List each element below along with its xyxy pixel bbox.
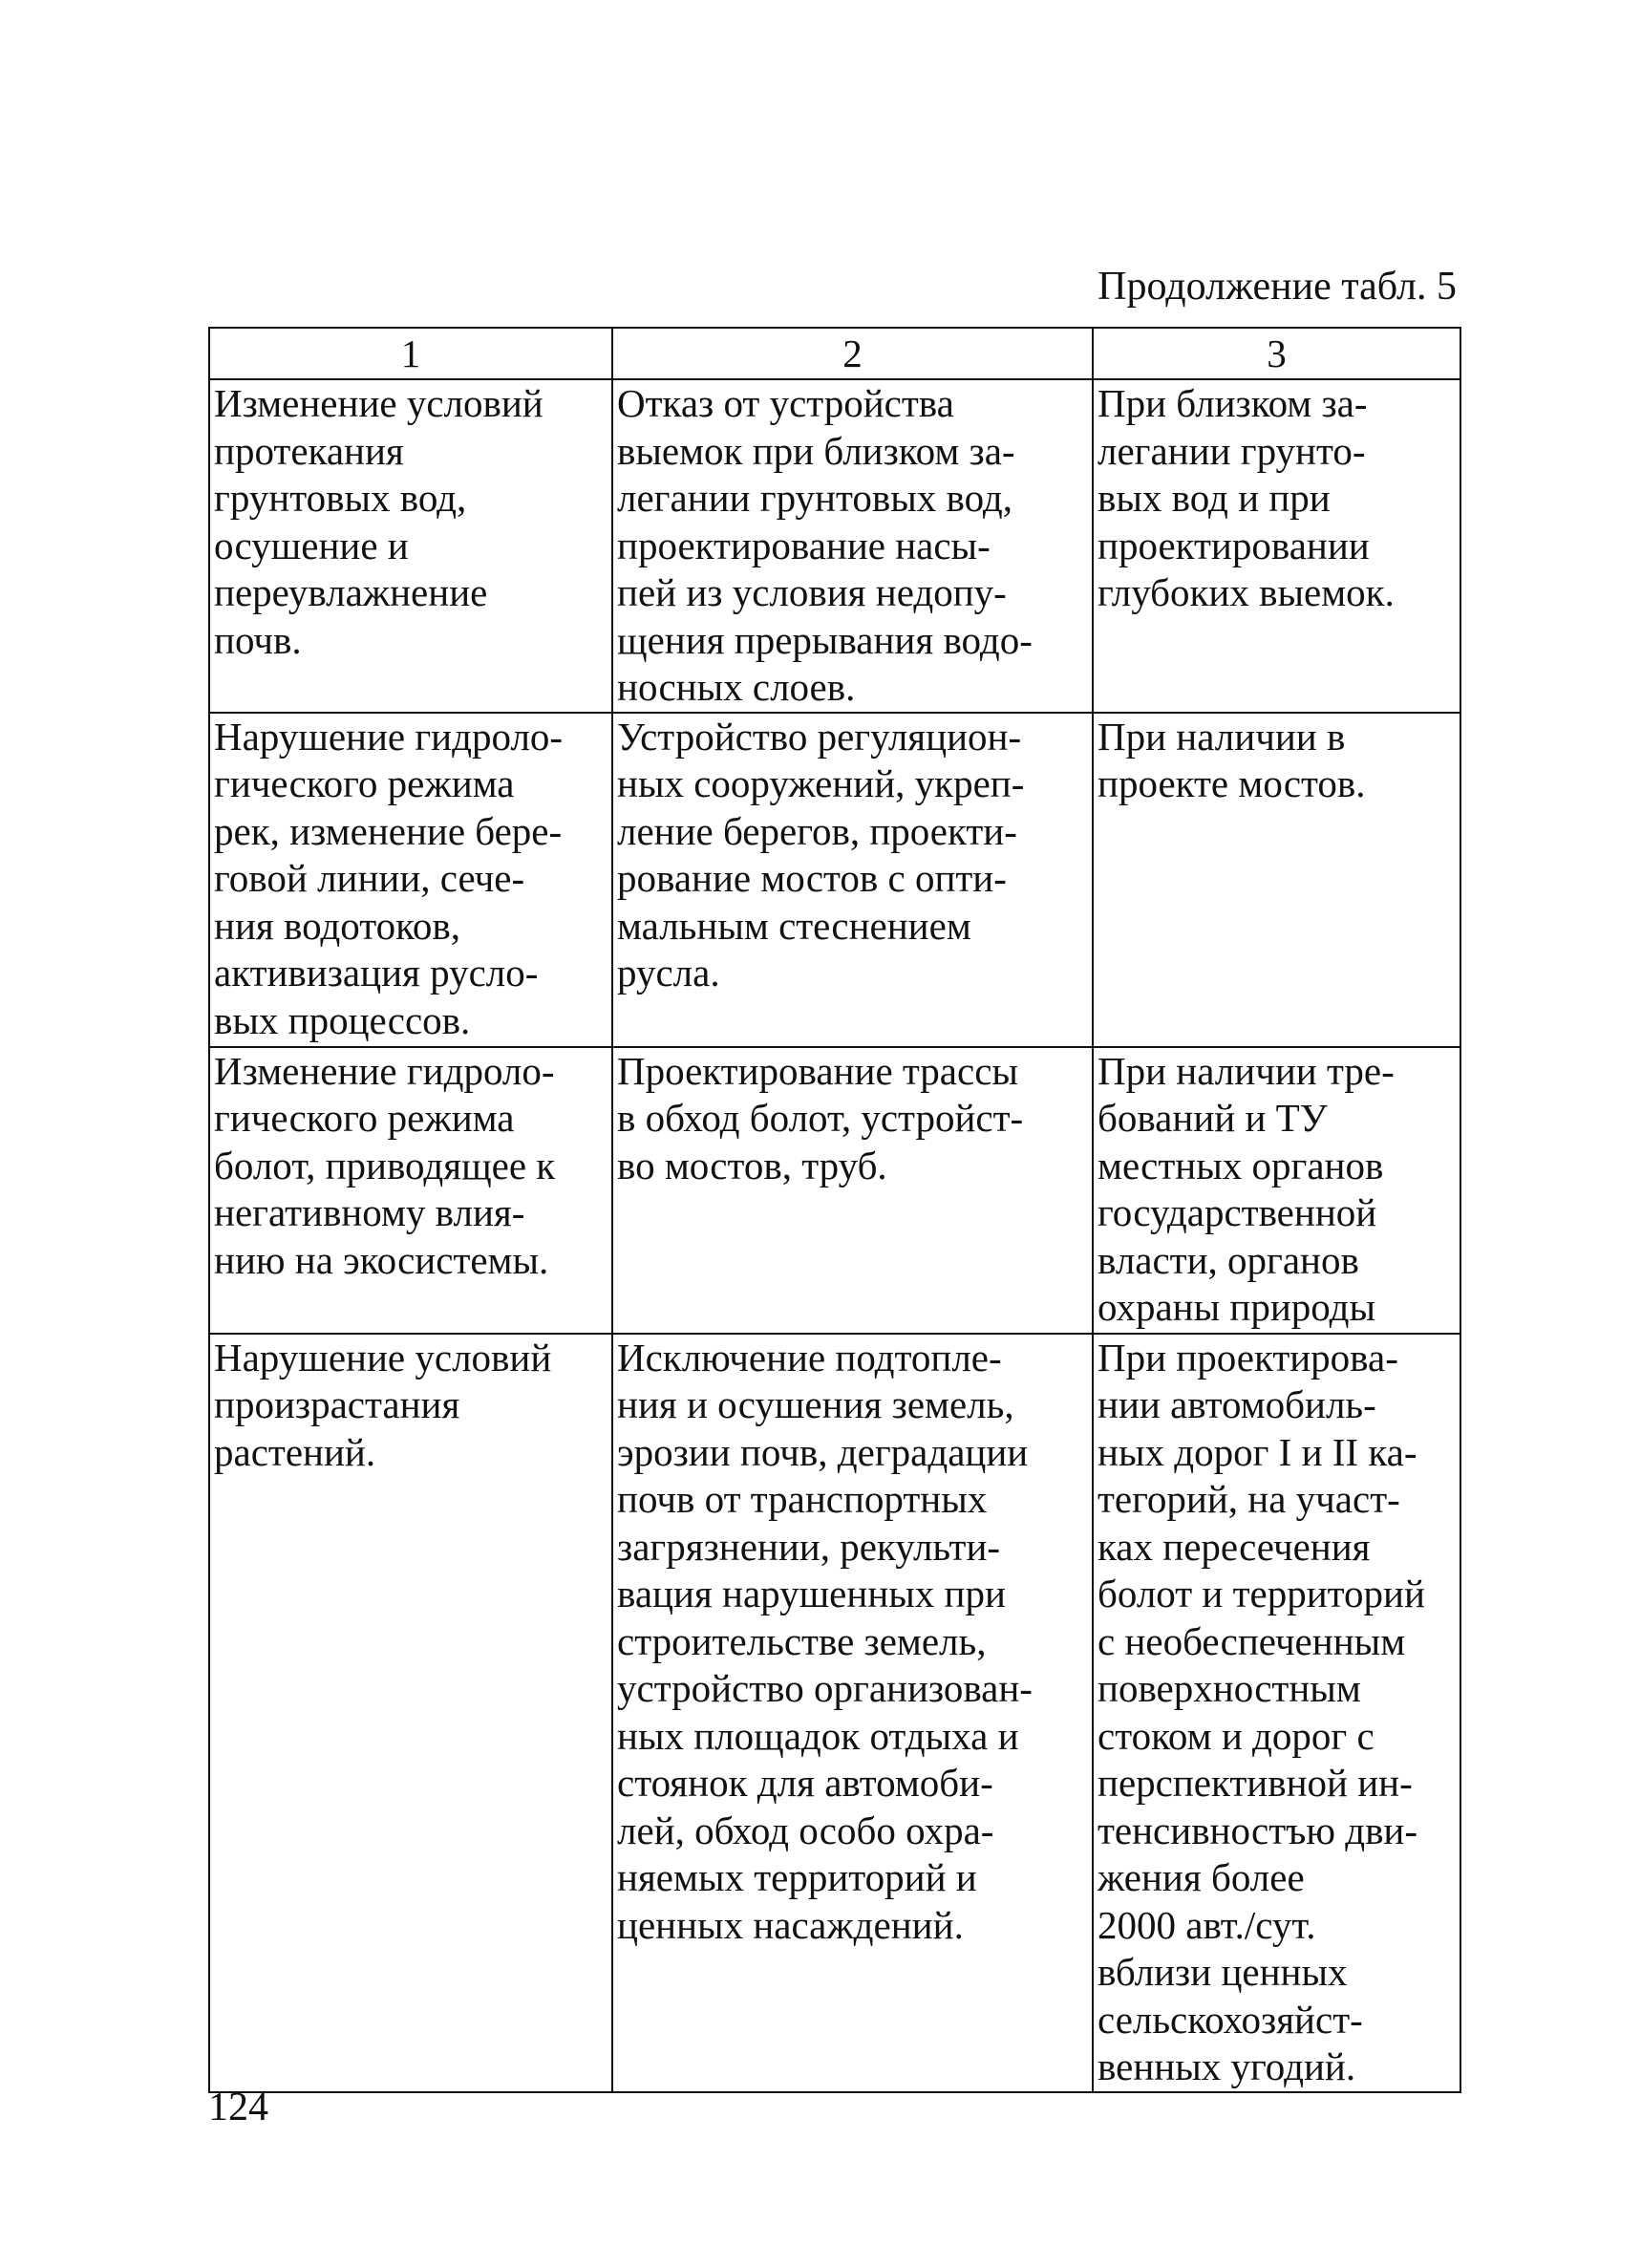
table-cell — [612, 1047, 1093, 1334]
column-header-3: 3 — [1093, 328, 1460, 379]
column-header-2: 2 — [612, 328, 1093, 379]
cell-text: При наличии в проекте мостов. — [1098, 714, 1366, 805]
column-header-1: 1 — [209, 328, 612, 379]
table-cell — [1093, 713, 1460, 1047]
table-row — [209, 1334, 1460, 2092]
cell-text: Проектирование трассы в обход болот, устройст- во мостов, труб. — [617, 1048, 1024, 1187]
table-cell — [612, 379, 1093, 713]
table-cell — [209, 1334, 612, 2092]
table-cell — [612, 1334, 1093, 2092]
cell-text: Отказ от устройства выемок при близком за- легании грунтовых вод, проектирование насы- пей из условия недопу- щения прерывания водо- носных слоев. — [617, 381, 1033, 709]
cell-text: Исключение подтопле- ния и осушения земель, эрозии почв, деградации почв от транспортных загрязнении, рекульти- вация нарушенных при строительстве земель, устройство организован- ных площадок отдыха и стоянок для автомоби- лей, обход особо охра- няемых территорий и ценных насаждений. — [617, 1335, 1033, 1947]
table-header-row — [209, 328, 1460, 379]
table-cell — [209, 379, 612, 713]
table-row — [209, 1047, 1460, 1334]
cell-text: Нарушение условий произрастания растений. — [214, 1335, 552, 1474]
data-table — [208, 327, 1461, 2093]
table-cell — [1093, 1334, 1460, 2092]
cell-text: При близком за- легании грунто- вых вод и при проектировании глубоких выемок. — [1098, 381, 1395, 614]
table-cell — [209, 1047, 612, 1334]
table-caption: Продолжение табл. 5 — [1098, 265, 1457, 309]
page-number: 124 — [208, 2086, 268, 2129]
table-cell — [209, 713, 612, 1047]
table-row — [209, 379, 1460, 713]
cell-text: Нарушение гидроло- гического режима рек, изменение бере- говой линии, сече- ния водотоков, активизация русло- вых процессов. — [214, 714, 564, 1042]
cell-text: Изменение условий протекания грунтовых вод, осушение и переувлажнение почв. — [214, 381, 543, 662]
table-row — [209, 713, 1460, 1047]
cell-text: При наличии тре- бований и ТУ местных органов государственной власти, органов охраны природы — [1098, 1048, 1395, 1329]
table-cell — [1093, 1047, 1460, 1334]
table-cell — [612, 713, 1093, 1047]
cell-text: Изменение гидроло- гического режима болот, приводящее к негативному влия- нию на экосистемы. — [214, 1048, 556, 1282]
table-cell — [1093, 379, 1460, 713]
cell-text: Устройство регуляцион- ных сооружений, укреп- ление берегов, проекти- рование мостов с опти- мальным стеснением русла. — [617, 714, 1025, 995]
cell-text: При проектирова- нии автомобиль- ных дорог I и II ка- тегорий, на участ- ках пересечения болот и территорий с необеспеченным поверхностным стоком и дорог с перспективной ин- тенсивностъю дви- жения более 2000 авт./сут. вблизи ценных сельскохозяйст- венных угодий. — [1098, 1335, 1425, 2088]
